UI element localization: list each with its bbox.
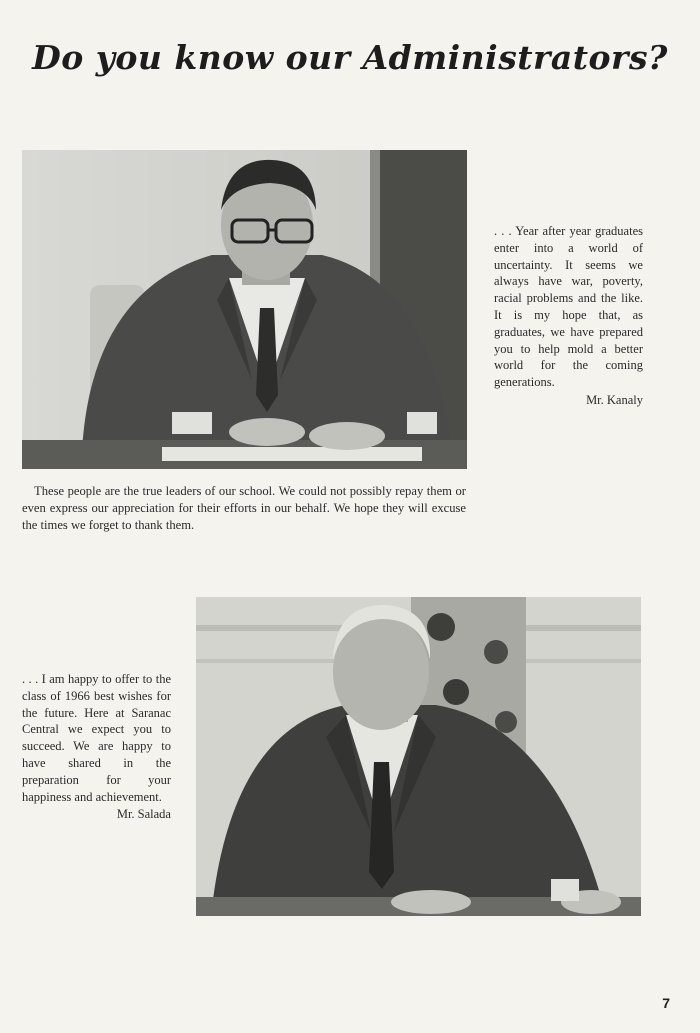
quote-kanaly-signature: Mr. Kanaly	[586, 392, 643, 407]
quote-kanaly-text: . . . Year after year graduates enter into a world of uncertainty. It seems we always have war, poverty, racial problems and the like. It is my hope that, as graduates, we have prepared you to help mold a better world for the coming generations.	[494, 224, 643, 390]
administrator-photo-salada	[196, 597, 641, 916]
quote-salada-text: . . . I am happy to offer to the class of 1966 best wishes for the future. Here at Saranac Central we expect you to succeed. We are happy to have shared in the preparation for your happiness and achievement.	[22, 672, 171, 804]
photo-kanaly-illustration	[22, 150, 467, 469]
administrator-photo-kanaly	[22, 150, 467, 469]
quote-salada-signature: Mr. Salada	[116, 807, 171, 822]
quote-kanaly	[494, 223, 643, 409]
page-title: Do you know our Administrators?	[32, 38, 668, 77]
photo-salada-illustration	[196, 597, 641, 916]
page-caption: These people are the true leaders of our school. We could not possibly repay them or even express our appreciation for their efforts in our behalf. We hope they will excuse the times we forget to thank them.	[22, 484, 466, 532]
quote-salada	[22, 671, 171, 823]
page-number: 7	[662, 995, 670, 1011]
